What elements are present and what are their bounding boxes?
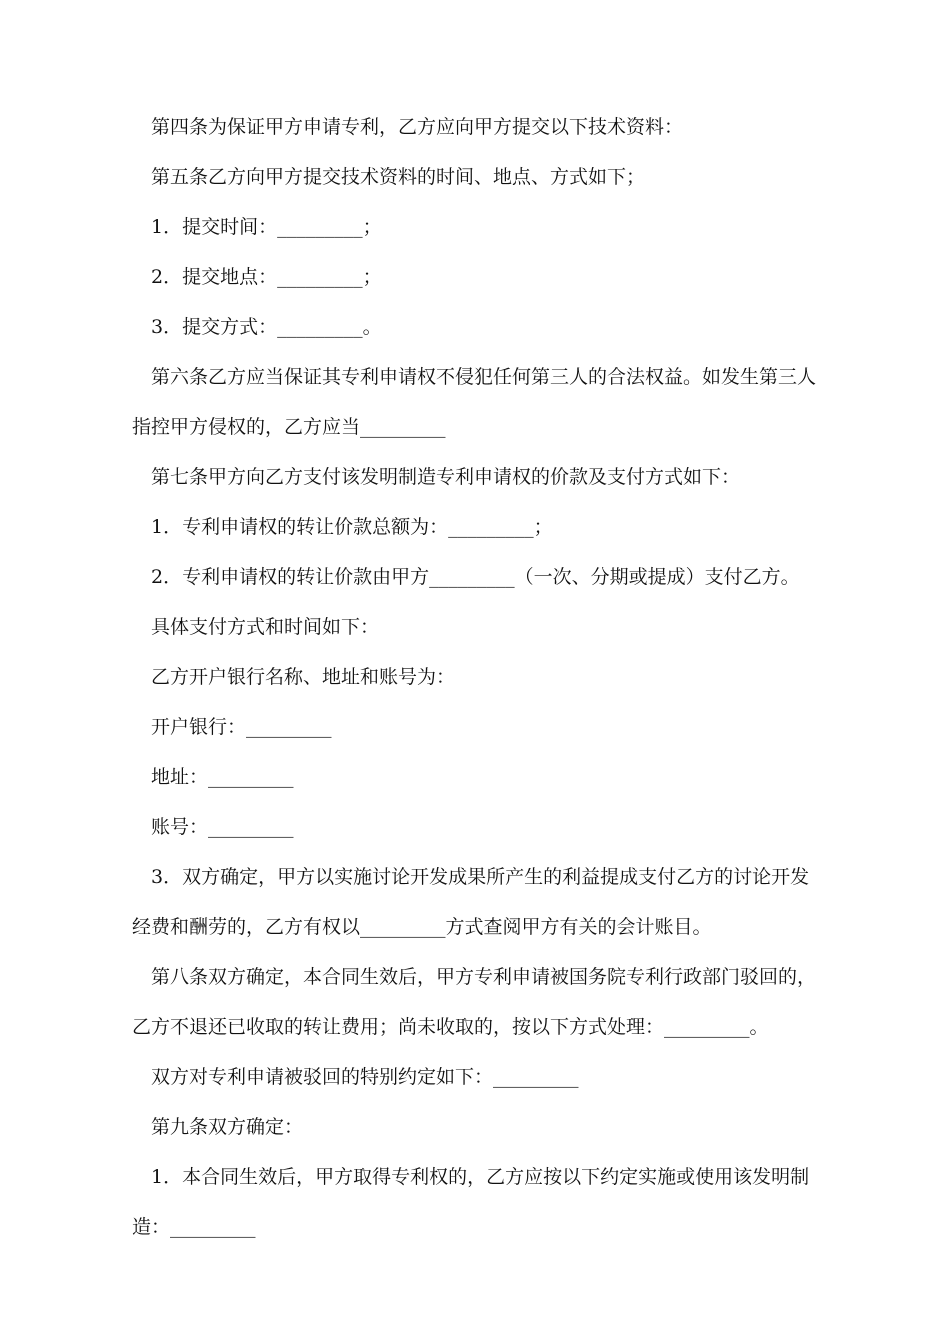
paragraph-submit-place: 2．提交地点：_________；: [151, 266, 382, 288]
paragraph-payment-details: 具体支付方式和时间如下：: [151, 616, 380, 638]
document-body: [132, 102, 822, 1252]
paragraph-article-6: 第六条乙方应当保证其专利申请权不侵犯任何第三人的合法权益。如发生第三人指控甲方侵权的，乙方应当_________: [132, 366, 817, 438]
paragraph-bank-name: 开户银行：_________: [151, 716, 332, 738]
paragraph-submit-time: 1．提交时间：_________；: [151, 216, 382, 238]
paragraph-article-8: 第八条双方确定，本合同生效后，甲方专利申请被国务院专利行政部门驳回的，乙方不退还已收取的转让费用；尚未收取的，按以下方式处理：_________。: [132, 966, 817, 1038]
paragraph-payment-mode: 2．专利申请权的转让价款由甲方_________（一次、分期或提成）支付乙方。: [151, 566, 800, 588]
paragraph-article-9: 第九条双方确定：: [151, 1116, 304, 1138]
paragraph-article-7: 第七条甲方向乙方支付该发明制造专利申请权的价款及支付方式如下：: [151, 466, 741, 488]
paragraph-total-price: 1．专利申请权的转让价款总额为：_________；: [151, 516, 553, 538]
paragraph-submit-method: 3．提交方式：_________。: [151, 316, 382, 338]
paragraph-bank-account: 账号：_________: [151, 816, 294, 838]
paragraph-article-4: 第四条为保证甲方申请专利，乙方应向甲方提交以下技术资料：: [151, 116, 684, 138]
paragraph-profit-share: 3．双方确定，甲方以实施讨论开发成果所产生的利益提成支付乙方的讨论开发经费和酬劳的，乙方有权以_________方式查阅甲方有关的会计账目。: [132, 866, 810, 938]
paragraph-article-5: 第五条乙方向甲方提交技术资料的时间、地点、方式如下；: [151, 166, 646, 188]
paragraph-special-agreement: 双方对专利申请被驳回的特别约定如下：_________: [151, 1066, 579, 1088]
paragraph-bank-address: 地址：_________: [151, 766, 294, 788]
paragraph-patent-use: 1．本合同生效后，甲方取得专利权的，乙方应按以下约定实施或使用该发明制造：_________: [132, 1166, 810, 1238]
paragraph-bank-info: 乙方开户银行名称、地址和账号为：: [151, 666, 456, 688]
